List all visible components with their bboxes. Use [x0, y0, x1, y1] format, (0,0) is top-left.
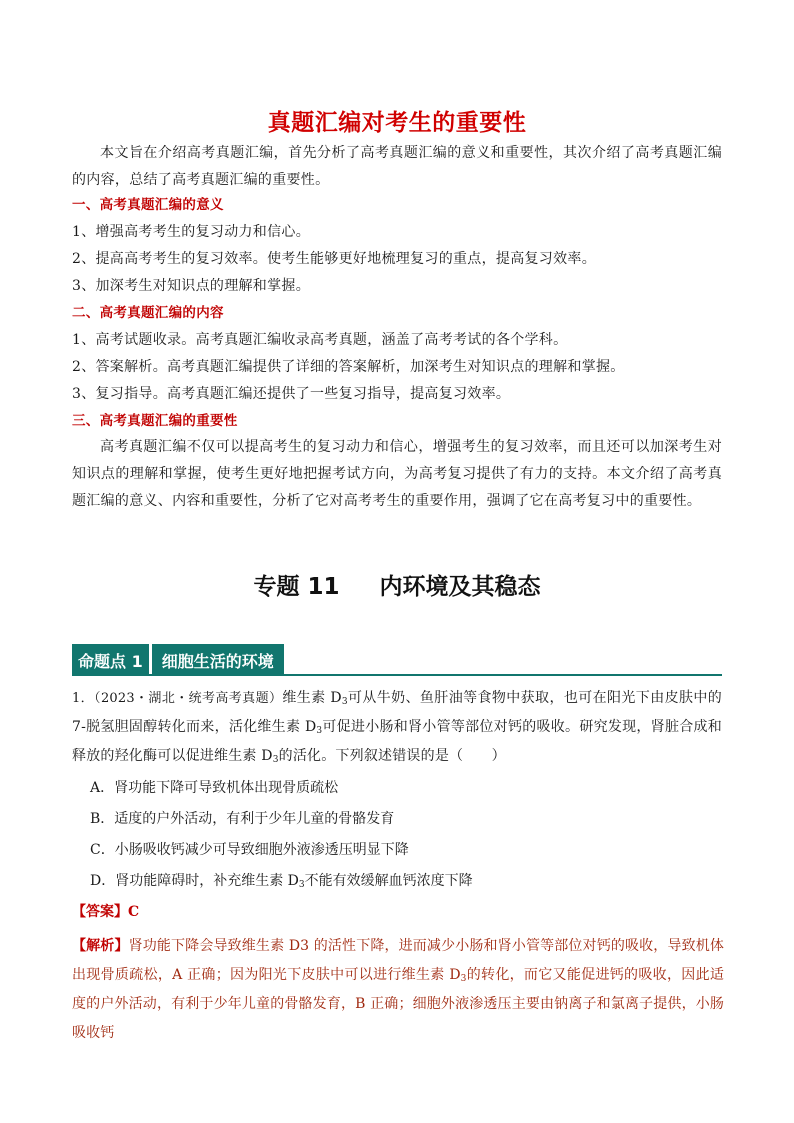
section1-item-2: 2、提高高考考生的复习效率。使考生能够更好地梳理复习的重点，提高复习效率。	[72, 251, 597, 267]
topic-number: 专题 11	[253, 574, 340, 600]
option-c: C．小肠吸收钙减少可导致细胞外液渗透压明显下降	[90, 842, 409, 858]
option-b: B．适度的户外活动，有利于少年儿童的骨骼发育	[90, 811, 395, 827]
section1-item-3: 3、加深考生对知识点的理解和掌握。	[72, 278, 311, 294]
banner-rule	[72, 674, 722, 676]
section1-heading: 一、高考真题汇编的意义	[72, 197, 224, 213]
section2-heading: 二、高考真题汇编的内容	[72, 305, 224, 321]
document-title: 真题汇编对考生的重要性	[267, 110, 527, 136]
section3-body: 高考真题汇编不仅可以提高考生的复习动力和信心，增强考生的复习效率，而且还可以加深考生对知识点的理解和掌握，使考生更好地把握考试方向，为高考复习提供了有力的支持。本文介绍了高考真题汇编的意义、内容和重要性，分析了它对高考考生的重要作用，强调了它在高考复习中的重要性。	[72, 439, 722, 509]
option-d: D．肾功能障碍时，补充维生素 $D_3$不能有效缓解血钙浓度下降	[90, 873, 473, 890]
topic-title	[0, 568, 794, 601]
section3-heading: 三、高考真题汇编的重要性	[72, 413, 238, 429]
section2-item-3: 3、复习指导。高考真题汇编还提供了一些复习指导，提高复习效率。	[72, 386, 511, 402]
analysis: 【解析】肾功能下降会导致维生素 D3 的活性下降，进而减少小肠和肾小管等部位对钙的吸收，导致机体出现骨质疏松，A 正确；因为阳光下皮肤中可以进行维生素 $D_3$的转化，而它又能促进钙的吸收，因此适度的户外活动，有利于少年儿童的骨骼发育，B 正确；细胞外液渗透压主要由钠离子和氯离子提供，小肠吸收钙	[72, 938, 724, 1041]
answer: 【答案】C	[72, 904, 140, 920]
section1-item-1: 1、增强高考考生的复习动力和信心。	[72, 224, 311, 240]
banner-name: 细胞生活的环境	[152, 644, 284, 676]
section-banner	[72, 644, 284, 676]
intro-paragraph: 本文旨在介绍高考真题汇编，首先分析了高考真题汇编的意义和重要性，其次介绍了高考真题汇编的内容，总结了高考真题汇编的重要性。	[72, 145, 722, 188]
topic-name: 内环境及其稳态	[379, 574, 541, 600]
question-stem: 1．（2023・湖北・统考高考真题）维生素 $D_3$可从牛奶、鱼肝油等食物中获取，也可在阳光下由皮肤中的 7-脱氢胆固醇转化而来，活化维生素 $D_3$可促进小肠和肾小管等部位对钙的吸收。研究发现，肾脏合成和释放的羟化酶可以促进维生素 $D_3$的活化。下列叙述错误的是（ ）	[72, 690, 722, 765]
section2-item-2: 2、答案解析。高考真题汇编提供了详细的答案解析，加深考生对知识点的理解和掌握。	[72, 359, 625, 375]
analysis-label: 【解析】	[72, 938, 129, 954]
banner-tag: 命题点 1	[72, 644, 149, 676]
option-a: A．肾功能下降可导致机体出现骨质疏松	[90, 780, 339, 796]
section2-item-1: 1、高考试题收录。高考真题汇编收录高考真题，涵盖了高考考试的各个学科。	[72, 332, 568, 348]
question-prefix: 1．（2023・湖北・统考高考真题）	[72, 691, 283, 706]
